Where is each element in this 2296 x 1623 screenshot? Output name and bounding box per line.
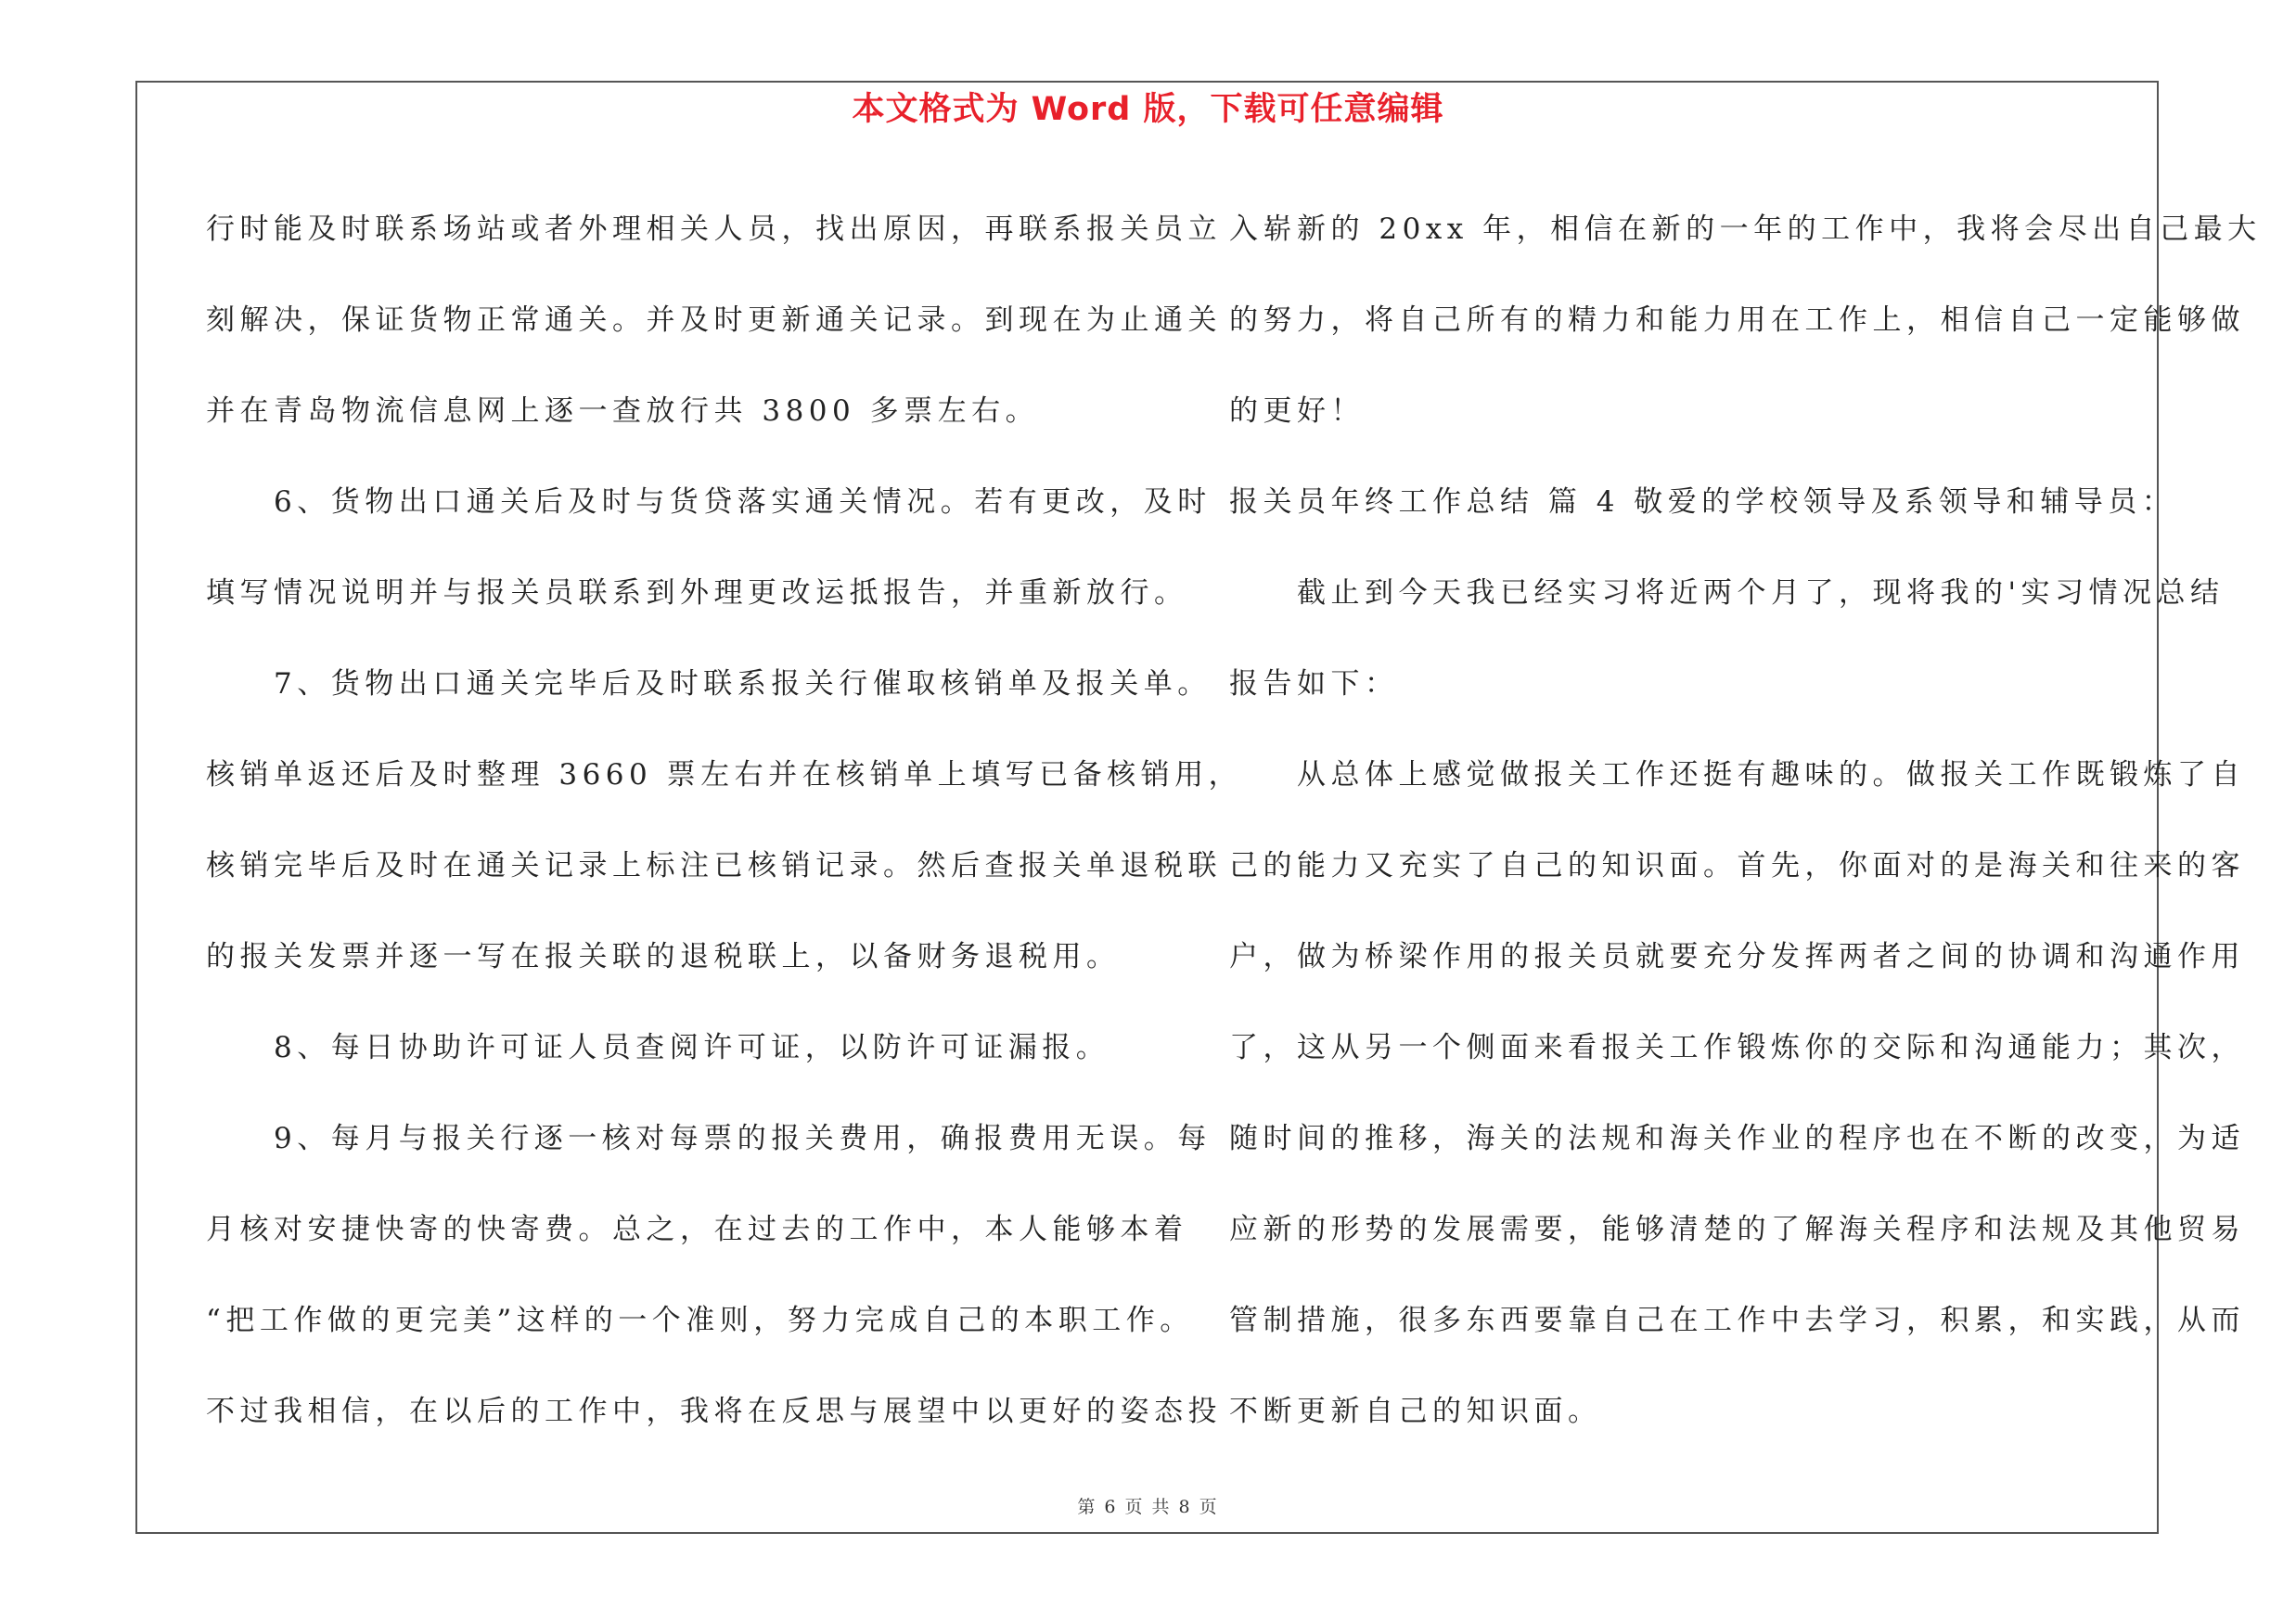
text-line: 报告如下： [1229,667,1399,701]
text-line: 随时间的推移，海关的法规和海关作业的程序也在不断的改变，为适 [1229,1122,2245,1155]
section-heading-line: 报关员年终工作总结 篇 4 敬爱的学校领导及系领导和辅导员： [1229,485,2176,519]
text-line: 己的能力又充实了自己的知识面。首先，你面对的是海关和往来的客 [1229,849,2245,882]
text-line: 9、每月与报关行逐一核对每票的报关费用，确报费用无误。每 [206,1122,1212,1155]
format-notice-banner: 本文格式为 Word 版，下载可任意编辑 [852,91,1444,128]
text-line: 行时能及时联系场站或者外理相关人员，找出原因，再联系报关员立 [206,213,1222,246]
text-line: 并在青岛物流信息网上逐一查放行共 3800 多票左右。 [206,394,1040,428]
text-line: “把工作做的更完美”这样的一个准则，努力完成自己的本职工作。 [206,1304,1194,1337]
left-text-column [206,184,1243,1457]
text-line: 管制措施，很多东西要靠自己在工作中去学习，积累，和实践，从而 [1229,1304,2245,1337]
right-text-column [1229,184,2262,1457]
text-line: 户，做为桥梁作用的报关员就要充分发挥两者之间的协调和沟通作用 [1229,940,2245,973]
page-number-footer: 第 6 页 共 8 页 [1077,1497,1219,1517]
text-line: 不断更新自己的知识面。 [1229,1395,1602,1428]
text-line: 8、每日协助许可证人员查阅许可证，以防许可证漏报。 [206,1031,1110,1064]
text-line: 的努力，将自己所有的精力和能力用在工作上，相信自己一定能够做 [1229,303,2245,337]
text-line: 核销完毕后及时在通关记录上标注已核销记录。然后查报关单退税联 [206,849,1222,882]
text-line: 刻解决，保证货物正常通关。并及时更新通关记录。到现在为止通关 [206,303,1222,337]
text-line: 7、货物出口通关完毕后及时联系报关行催取核销单及报关单。 [206,667,1212,701]
text-line: 了，这从另一个侧面来看报关工作锻炼你的交际和沟通能力；其次， [1229,1031,2245,1064]
text-line: 月核对安捷快寄的快寄费。总之，在过去的工作中，本人能够本着 [206,1213,1188,1246]
text-line: 填写情况说明并与报关员联系到外理更改运抵报告，并重新放行。 [206,576,1188,610]
text-line: 6、货物出口通关后及时与货贷落实通关情况。若有更改，及时 [206,485,1212,519]
text-line: 核销单返还后及时整理 3660 票左右并在核销单上填写已备核销用， [206,758,1243,792]
text-line: 入崭新的 20xx 年，相信在新的一年的工作中，我将会尽出自己最大 [1229,213,2262,246]
text-line: 的报关发票并逐一写在报关联的退税联上，以备财务退税用。 [206,940,1121,973]
text-line: 截止到今天我已经实习将近两个月了，现将我的'实习情况总结 [1229,576,2225,610]
text-line: 不过我相信，在以后的工作中，我将在反思与展望中以更好的姿态投 [206,1395,1222,1428]
text-line: 应新的形势的发展需要，能够清楚的了解海关程序和法规及其他贸易 [1229,1213,2245,1246]
text-line: 的更好！ [1229,394,1365,428]
text-line: 从总体上感觉做报关工作还挺有趣味的。做报关工作既锻炼了自 [1229,758,2245,792]
